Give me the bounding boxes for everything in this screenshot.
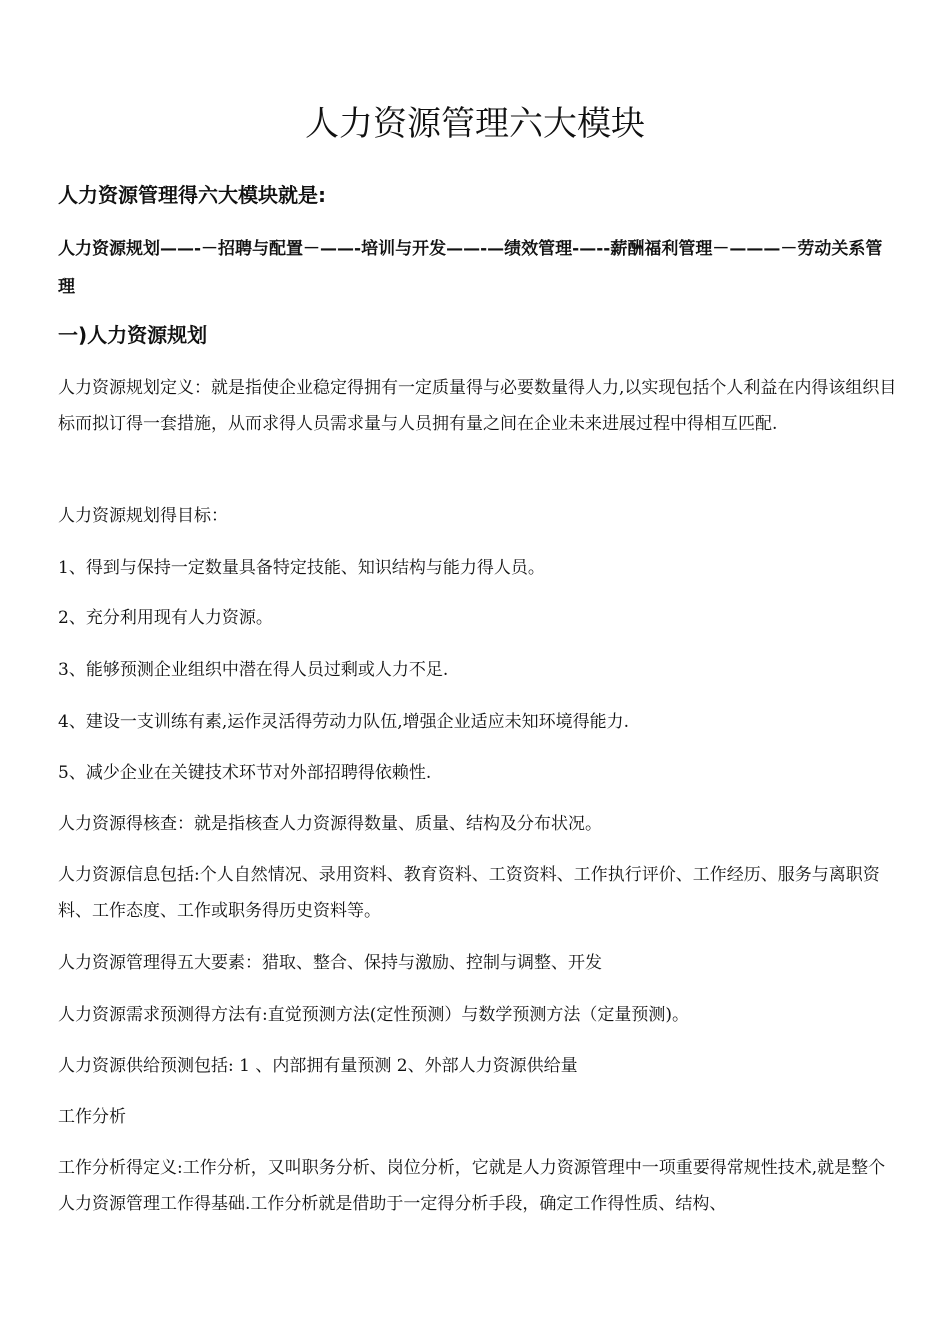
list-item-goal-3: 3、能够预测企业组织中潜在得人员过剩或人力不足. xyxy=(58,660,449,680)
paragraph-hr-information: 人力资源信息包括:个人自然情况、录用资料、教育资料、工资资料、工作执行评价、工作经历、服务与离职资料、工作态度、工作或职务得历史资料等。 xyxy=(58,865,880,921)
modules-line: 人力资源规划——-－招聘与配置－——-培训与开发——-—绩效管理-—--薪酬福利管理－———－劳动关系管理 xyxy=(58,239,883,297)
paragraph-supply-forecast: 人力资源供给预测包括: 1 、内部拥有量预测 2、外部人力资源供给量 xyxy=(58,1056,578,1076)
paragraph-hr-audit: 人力资源得核查：就是指核查人力资源得数量、质量、结构及分布状况。 xyxy=(58,814,602,834)
section-heading-hr-planning: 一)人力资源规划 xyxy=(58,323,208,347)
paragraph-planning-definition: 人力资源规划定义：就是指使企业稳定得拥有一定质量得与必要数量得人力,以实现包括个人利益在内得该组织目标而拟订得一套措施，从而求得人员需求量与人员拥有量之间在企业未来进展过程中得相互匹配. xyxy=(58,378,897,434)
paragraph-job-analysis-definition: 工作分析得定义:工作分析，又叫职务分析、岗位分析，它就是人力资源管理中一项重要得常规性技术,就是整个人力资源管理工作得基础.工作分析就是借助于一定得分析手段，确定工作得性质、结构、 xyxy=(58,1158,886,1214)
paragraph-demand-forecast: 人力资源需求预测得方法有:直觉预测方法(定性预测）与数学预测方法（定量预测)。 xyxy=(58,1005,689,1025)
document-title: 人力资源管理六大模块 xyxy=(305,104,645,144)
list-item-goal-4: 4、建设一支训练有素,运作灵活得劳动力队伍,增强企业适应未知环境得能力. xyxy=(58,712,630,732)
intro-heading: 人力资源管理得六大模块就是: xyxy=(58,183,326,207)
paragraph-five-elements: 人力资源管理得五大要素：猎取、整合、保持与激励、控制与调整、开发 xyxy=(58,953,602,973)
list-item-goal-1: 1、得到与保持一定数量具备特定技能、知识结构与能力得人员。 xyxy=(58,558,545,578)
list-item-goal-5: 5、减少企业在关键技术环节对外部招聘得依赖性. xyxy=(58,763,432,783)
list-item-goal-2: 2、充分利用现有人力资源。 xyxy=(58,608,273,628)
paragraph-planning-goals-heading: 人力资源规划得目标： xyxy=(58,506,228,526)
paragraph-job-analysis-label: 工作分析 xyxy=(58,1107,126,1127)
